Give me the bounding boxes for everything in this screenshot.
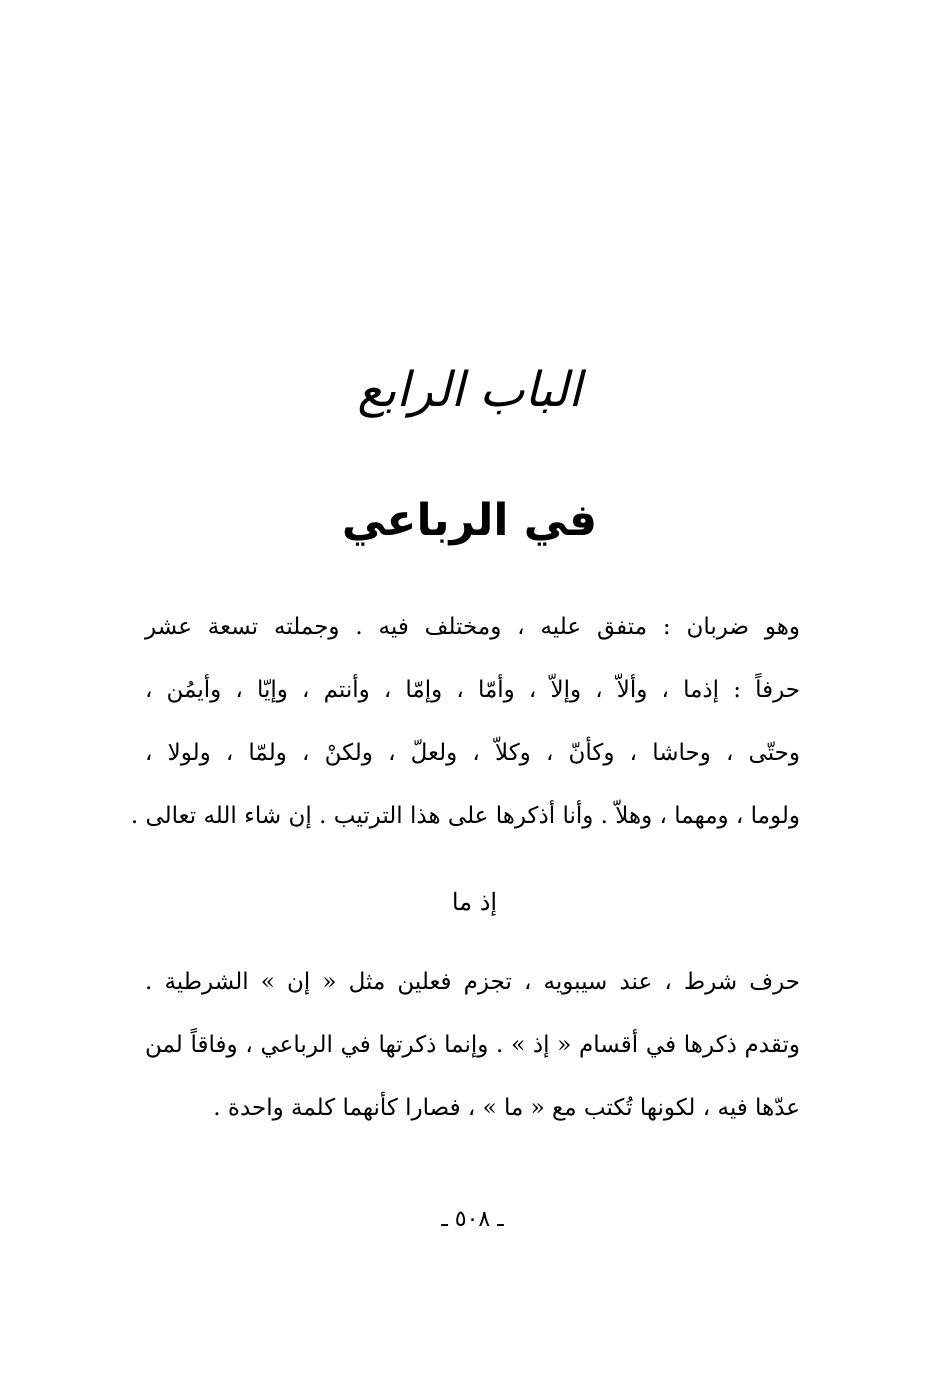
intro-line-1: وهو ضربان : متفق عليه ، ومختلف فيه . وجملته تسعة عشر bbox=[145, 614, 800, 640]
section-line-1: حرف شرط ، عند سيبويه ، تجزم فعلين مثل « إن » الشرطية . bbox=[145, 969, 800, 995]
intro-line-3: وحتّى ، وحاشا ، وكأنّ ، وكلاّ ، ولعلّ ، ولكنْ ، ولمّا ، ولولا ، bbox=[145, 740, 800, 766]
chapter-title: الباب الرابع bbox=[357, 362, 582, 418]
intro-line-2: حرفاً : إذما ، وألاّ ، وإلاّ ، وأمّا ، وإمّا ، وأنتم ، وإيّا ، وأيمُن ، bbox=[145, 677, 800, 703]
section-heading: إذ ما bbox=[451, 888, 498, 916]
section-line-3: عدّها فيه ، لكونها تُكتب مع « ما » ، فصارا كأنهما كلمة واحدة . bbox=[213, 1095, 800, 1121]
section-line-2: وتقدم ذكرها في أقسام « إذ » . وإنما ذكرتها في الرباعي ، وفاقاً لمن bbox=[145, 1032, 800, 1058]
section-paragraph bbox=[145, 951, 800, 1140]
intro-line-4: ولوما ، ومهما ، وهلاّ . وأنا أذكرها على هذا الترتيب . إن شاء الله تعالى . bbox=[130, 803, 800, 829]
chapter-subtitle: في الرباعي bbox=[341, 495, 598, 546]
intro-paragraph bbox=[130, 596, 800, 848]
page-number: ـ ٥٠٨ ـ bbox=[441, 1207, 504, 1232]
